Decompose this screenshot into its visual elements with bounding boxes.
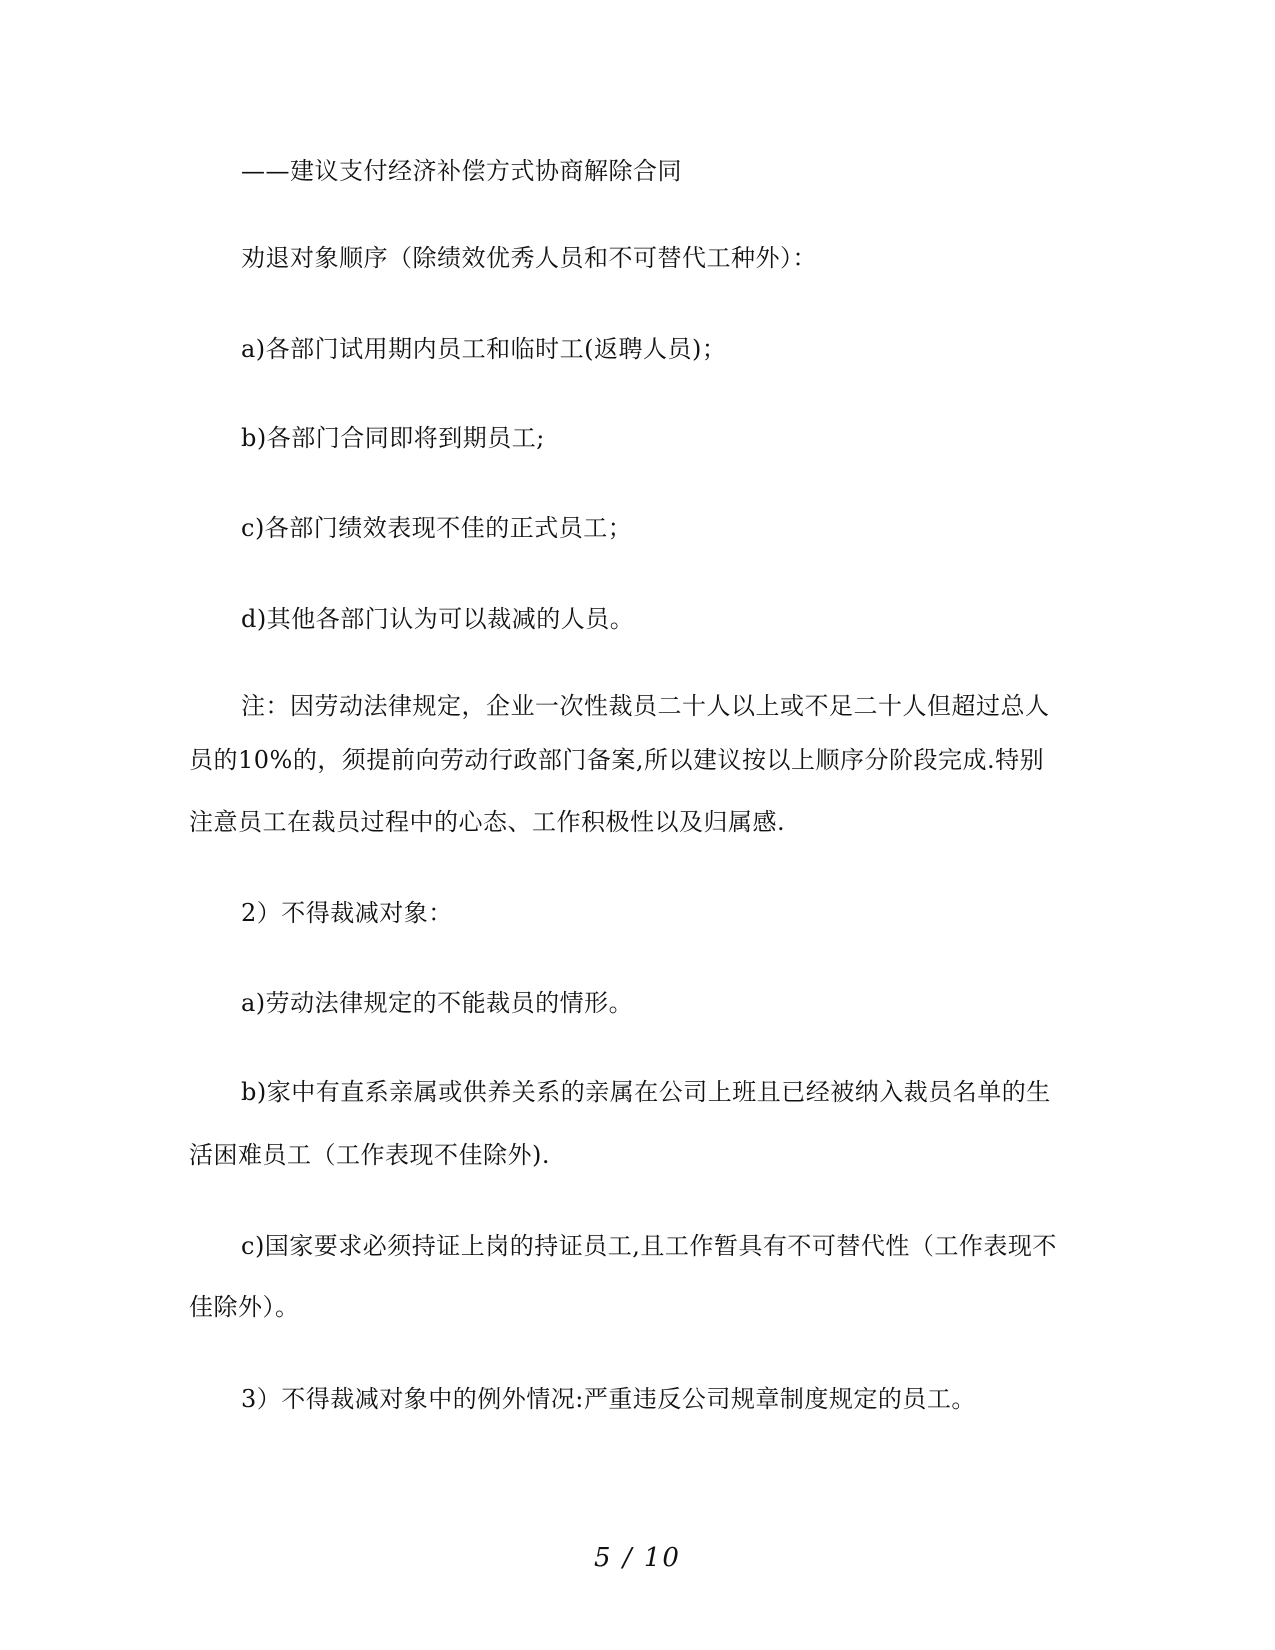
paragraph-line: 劝退对象顺序（除绩效优秀人员和不可替代工种外）： (241, 244, 817, 272)
list-item: a)劳动法律规定的不能裁员的情形。 (241, 989, 634, 1017)
note-line: 注：因劳动法律规定，企业一次性裁员二十人以上或不足二十人但超过总人 (241, 692, 1050, 720)
section-heading: 2）不得裁减对象： (241, 899, 453, 927)
list-item: d)其他各部门认为可以裁减的人员。 (241, 605, 635, 633)
page-number: 5 / 10 (594, 1543, 681, 1573)
list-item: b)各部门合同即将到期员工; (241, 424, 545, 452)
list-item: b)家中有直系亲属或供养关系的亲属在公司上班且已经被纳入裁员名单的生 (241, 1078, 1051, 1106)
section-heading: 3）不得裁减对象中的例外情况:严重违反公司规章制度规定的员工。 (241, 1385, 976, 1413)
list-item: c)国家要求必须持证上岗的持证员工,且工作暂具有不可替代性（工作表现不 (241, 1232, 1057, 1260)
list-item-continuation: 活困难员工（工作表现不佳除外). (189, 1141, 550, 1169)
paragraph-line: ——建议支付经济补偿方式协商解除合同 (241, 157, 682, 185)
note-line: 员的10%的，须提前向劳动行政部门备案,所以建议按以上顺序分阶段完成.特别 (189, 746, 1045, 774)
note-line: 注意员工在裁员过程中的心态、工作积极性以及归属感. (189, 808, 786, 836)
list-item: c)各部门绩效表现不佳的正式员工； (241, 514, 633, 542)
list-item: a)各部门试用期内员工和临时工(返聘人员)； (241, 335, 727, 363)
list-item-continuation: 佳除外）。 (189, 1293, 300, 1321)
